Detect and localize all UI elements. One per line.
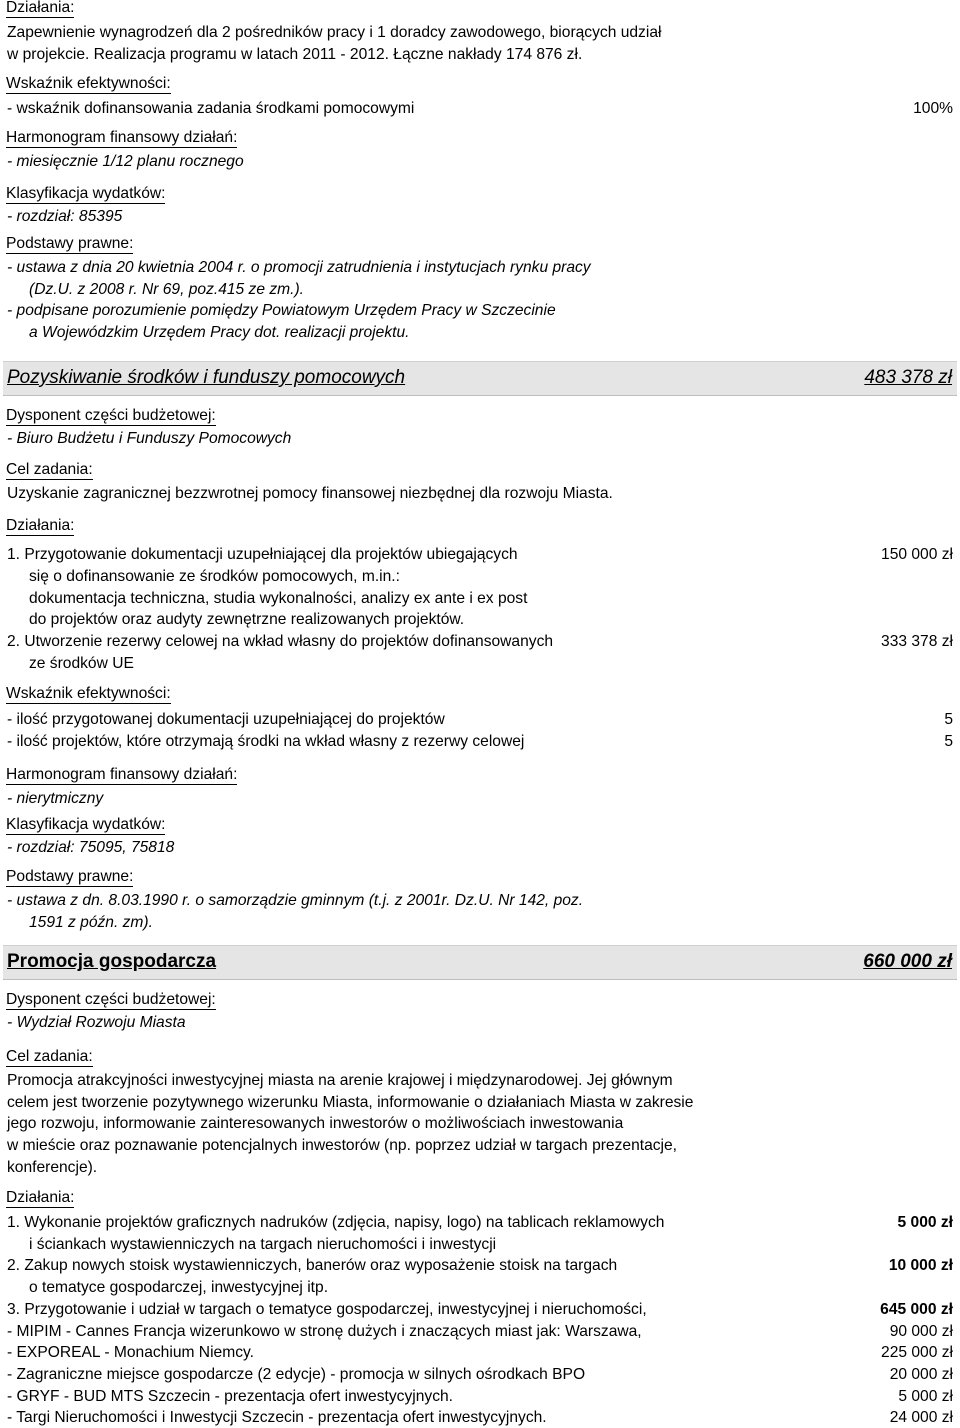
section-amount: 483 378 zł xyxy=(864,367,952,388)
goal-line: Uzyskanie zagranicznej bezzwrotnej pomocy finansowej niezbędnej dla rozwoju Miasta. xyxy=(7,485,613,502)
heading-klasyfikacja: Klasyfikacja wydatków: xyxy=(6,185,166,202)
action-value: 150 000 zł xyxy=(881,546,953,563)
disponent-item: - Wydział Rozwoju Miasta xyxy=(7,1014,186,1031)
sub-action-value: 20 000 zł xyxy=(889,1366,953,1383)
disponent-item: - Biuro Budżetu i Funduszy Pomocowych xyxy=(7,430,292,447)
indicator-item: - ilość przygotowanej dokumentacji uzupełniającej do projektów xyxy=(7,711,445,728)
goal-line: celem jest tworzenie pozytywnego wizerunku Miasta, informowanie o działaniach Miasta w zakresie xyxy=(7,1094,694,1111)
action-item: 1. Przygotowanie dokumentacji uzupełniającej dla projektów ubiegających xyxy=(7,546,518,563)
heading-wskaznik: Wskaźnik efektywności: xyxy=(6,75,171,92)
section-title: Promocja gospodarcza xyxy=(7,951,217,972)
goal-line: jego rozwoju, informowanie zainteresowanych inwestorów o możliwościach inwestowania xyxy=(7,1115,624,1132)
schedule-item: - miesięcznie 1/12 planu rocznego xyxy=(7,153,244,170)
heading-podstawy: Podstawy prawne: xyxy=(6,868,134,885)
heading-dysponent: Dysponent części budżetowej: xyxy=(6,407,216,424)
indicator-value: 100% xyxy=(913,100,953,117)
section-title: Pozyskiwanie środków i funduszy pomocowych xyxy=(7,367,406,388)
indicator-item: - wskaźnik dofinansowania zadania środkami pomocowymi xyxy=(7,100,415,117)
legal-basis-item: - ustawa z dn. 8.03.1990 r. o samorządzie gminnym (t.j. z 2001r. Dz.U. Nr 142, poz. xyxy=(7,892,584,909)
heading-dzialania: Działania: xyxy=(6,1189,75,1206)
paragraph-line: Zapewnienie wynagrodzeń dla 2 pośredników pracy i 1 doradcy zawodowego, biorących udział xyxy=(7,24,662,41)
action-item: o tematyce gospodarczej, inwestycyjnej itp. xyxy=(29,1279,329,1296)
goal-line: Promocja atrakcyjności inwestycyjnej miasta na arenie krajowej i międzynarodowej. Jej głównym xyxy=(7,1072,673,1089)
action-value: 5 000 zł xyxy=(897,1214,953,1231)
action-value: 645 000 zł xyxy=(880,1301,953,1318)
heading-harmonogram: Harmonogram finansowy działań: xyxy=(6,766,238,783)
action-item: 2. Utworzenie rezerwy celowej na wkład własny do projektów dofinansowanych xyxy=(7,633,554,650)
action-item: 3. Przygotowanie i udział w targach o tematyce gospodarczej, inwestycyjnej i nieruchomości, xyxy=(7,1301,647,1318)
sub-action-value: 24 000 zł xyxy=(889,1409,953,1426)
action-value: 10 000 zł xyxy=(888,1257,953,1274)
action-item: do projektów oraz audyty zewnętrzne realizowanych projektów. xyxy=(29,611,465,628)
sub-action-value: 225 000 zł xyxy=(881,1344,953,1361)
action-item: 2. Zakup nowych stoisk wystawienniczych, banerów oraz wyposażenie stoisk na targach xyxy=(7,1257,618,1274)
heading-dysponent: Dysponent części budżetowej: xyxy=(6,991,216,1008)
legal-basis-item: a Wojewódzkim Urzędem Pracy dot. realizacji projektu. xyxy=(29,324,410,341)
legal-basis-item: (Dz.U. z 2008 r. Nr 69, poz.415 ze zm.). xyxy=(29,281,305,298)
sub-action-item: - Targi Nieruchomości i Inwestycji Szczecin - prezentacja ofert inwestycyjnych. xyxy=(7,1409,547,1426)
sub-action-value: 5 000 zł xyxy=(898,1388,953,1405)
sub-action-item: - Zagraniczne miejsce gospodarcze (2 edycje) - promocja w silnych ośrodkach BPO xyxy=(7,1366,586,1383)
indicator-value: 5 xyxy=(944,733,953,750)
sub-action-item: - GRYF - BUD MTS Szczecin - prezentacja ofert inwestycyjnych. xyxy=(7,1388,453,1405)
paragraph-line: w projekcie. Realizacja programu w latach 2011 - 2012. Łączne nakłady 174 876 zł. xyxy=(7,46,583,63)
indicator-value: 5 xyxy=(944,711,953,728)
classification-item: - rozdział: 75095, 75818 xyxy=(7,839,175,856)
sub-action-item: - MIPIM - Cannes Francja wizerunkowo w stronę dużych i znaczących miast jak: Warszawa, xyxy=(7,1323,642,1340)
heading-cel: Cel zadania: xyxy=(6,1048,93,1065)
action-item: dokumentacja techniczna, studia wykonalności, analizy ex ante i ex post xyxy=(29,590,528,607)
indicator-item: - ilość projektów, które otrzymają środki na wkład własny z rezerwy celowej xyxy=(7,733,525,750)
legal-basis-item: - ustawa z dnia 20 kwietnia 2004 r. o promocji zatrudnienia i instytucjach rynku pracy xyxy=(7,259,591,276)
heading-harmonogram: Harmonogram finansowy działań: xyxy=(6,129,238,146)
legal-basis-item: 1591 z późn. zm). xyxy=(29,914,153,931)
action-item: i ściankach wystawienniczych na targach nieruchomości i inwestycji xyxy=(29,1236,497,1253)
goal-line: konferencje). xyxy=(7,1159,98,1176)
section-header xyxy=(3,361,957,396)
section-amount: 660 000 zł xyxy=(863,951,952,972)
action-item: ze środków UE xyxy=(29,655,134,672)
heading-klasyfikacja: Klasyfikacja wydatków: xyxy=(6,816,166,833)
action-value: 333 378 zł xyxy=(881,633,953,650)
schedule-item: - nierytmiczny xyxy=(7,790,104,807)
heading-cel: Cel zadania: xyxy=(6,461,93,478)
sub-action-value: 90 000 zł xyxy=(889,1323,953,1340)
goal-line: w mieście oraz poznawanie potencjalnych inwestorów (np. poprzez udział w targach prezentacje, xyxy=(7,1137,678,1154)
heading-dzialania: Działania: xyxy=(6,0,75,16)
classification-item: - rozdział: 85395 xyxy=(7,208,123,225)
heading-dzialania: Działania: xyxy=(6,517,75,534)
legal-basis-item: - podpisane porozumienie pomiędzy Powiatowym Urzędem Pracy w Szczecinie xyxy=(7,302,556,319)
heading-podstawy: Podstawy prawne: xyxy=(6,235,134,252)
sub-action-item: - EXPOREAL - Monachium Niemcy. xyxy=(7,1344,254,1361)
action-item: się o dofinansowanie ze środków pomocowych, m.in.: xyxy=(29,568,400,585)
heading-wskaznik: Wskaźnik efektywności: xyxy=(6,685,171,702)
section-header xyxy=(3,945,957,980)
action-item: 1. Wykonanie projektów graficznych nadruków (zdjęcia, napisy, logo) na tablicach reklamowych xyxy=(7,1214,665,1231)
